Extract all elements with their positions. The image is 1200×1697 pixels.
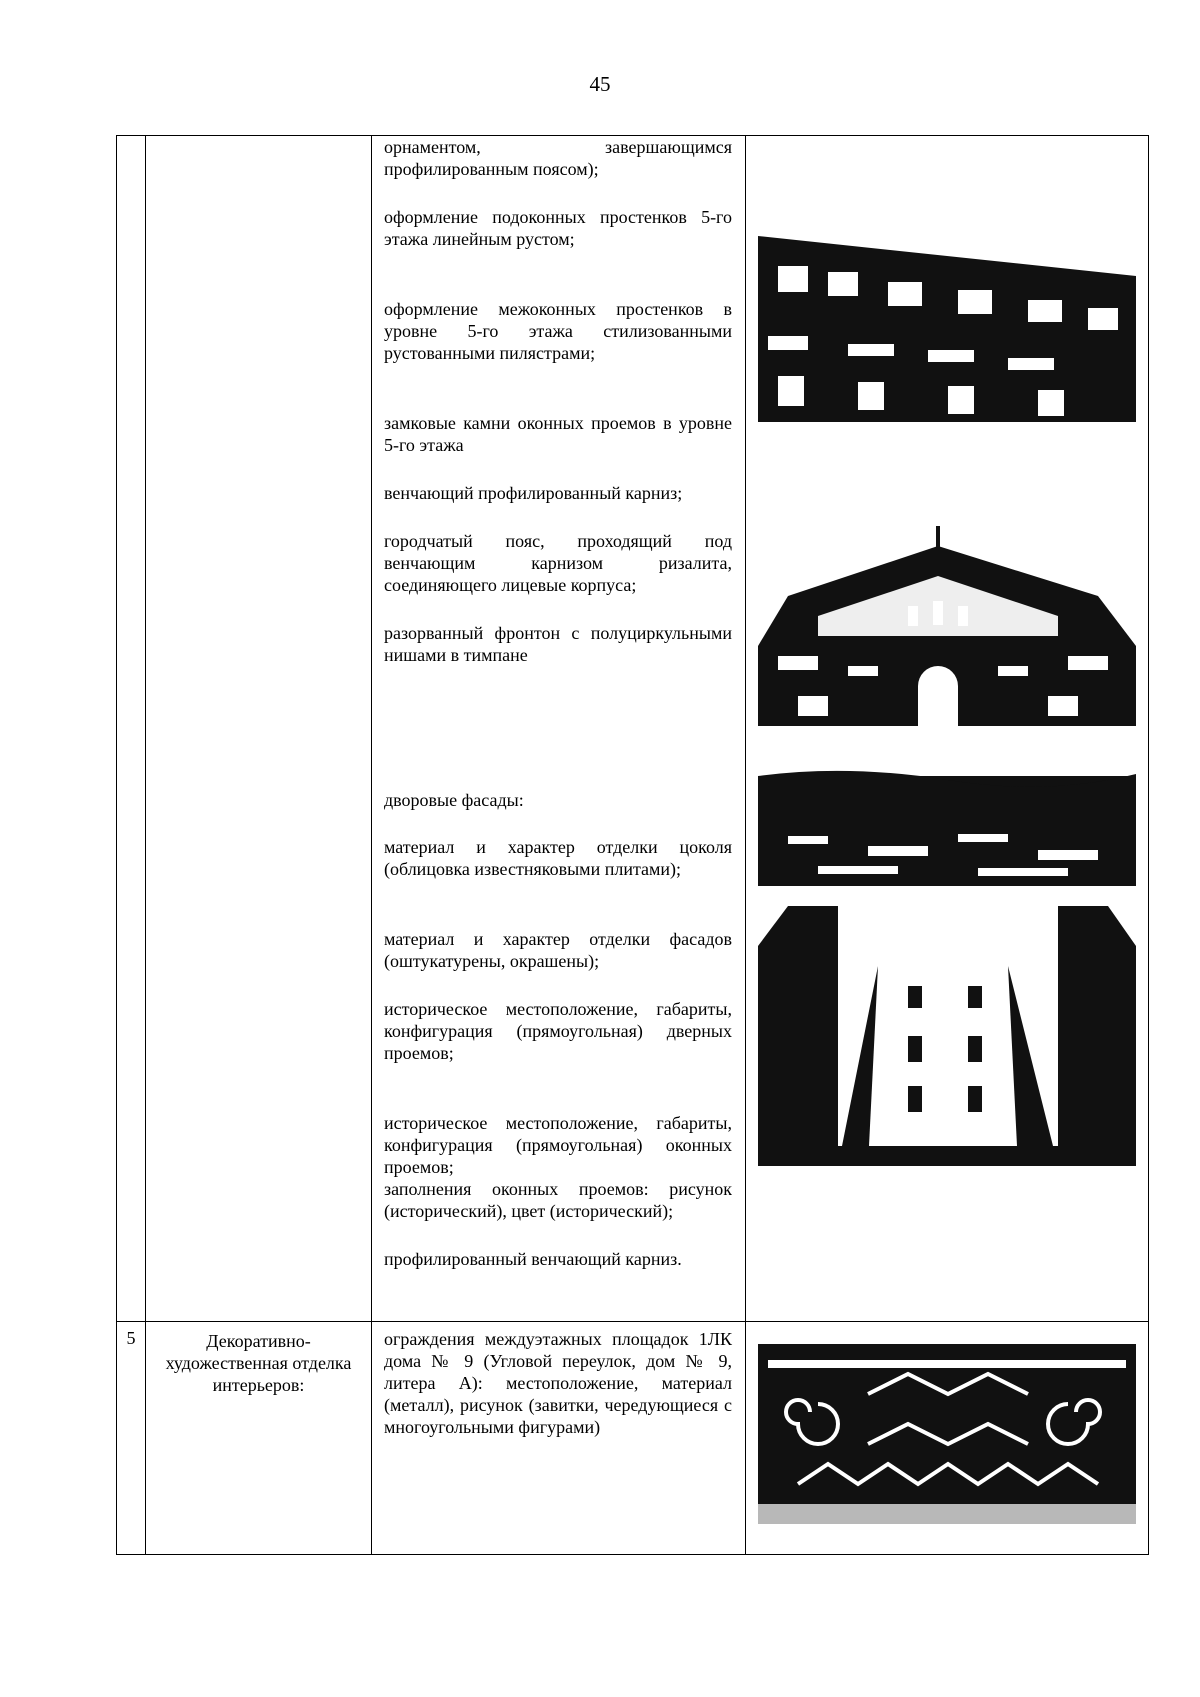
- courtyard-plinth-photo: [758, 746, 1136, 886]
- list-item: ограждения междуэтажных площадок 1ЛК дома № 9 (Угловой переулок, дом № 9, литера А): местоположение, материал (металл), рисунок (завитки, чередующиеся с многоугольными фигурами): [384, 1329, 732, 1437]
- list-item: заполнения оконных проемов: рисунок (исторический), цвет (исторический);: [384, 1179, 732, 1221]
- list-item: орнаментом, завершающимся профилированным поясом);: [384, 137, 732, 179]
- row-number-cell: [117, 136, 146, 1322]
- row-image-cell: [746, 1322, 1149, 1555]
- list-item: городчатый пояс, проходящий под венчающим карнизом ризалита, соединяющего лицевые корпуса;: [384, 531, 732, 595]
- row-description-cell: [372, 1322, 746, 1555]
- list-item: материал и характер отделки цоколя (облицовка известняковыми плитами);: [384, 837, 732, 879]
- gable-pediment-photo: [758, 526, 1136, 726]
- registry-table: [116, 135, 1149, 1555]
- list-item: профилированный венчающий карниз.: [384, 1249, 682, 1269]
- list-item: разорванный фронтон с полуциркульными нишами в тимпане: [384, 623, 732, 665]
- list-item: венчающий профилированный карниз;: [384, 483, 683, 503]
- list-item: оформление подоконных простенков 5-го этажа линейным рустом;: [384, 207, 732, 249]
- row-name-cell: Декоративно-художественная отделка интерьеров:: [146, 1322, 372, 1555]
- list-item: замковые камни оконных проемов в уровне 5-го этажа: [384, 413, 732, 455]
- list-item: дворовые фасады:: [384, 790, 524, 810]
- stair-railing-photo: [758, 1344, 1136, 1524]
- list-item: оформление межоконных простенков в уровне 5-го этажа стилизованными рустованными пилястрами;: [384, 299, 732, 363]
- page-number: 45: [589, 72, 611, 96]
- row-number-cell: 5: [117, 1322, 146, 1555]
- courtyard-facade-photo: [758, 906, 1136, 1166]
- table-row: [117, 136, 1149, 1322]
- list-item: историческое местоположение, габариты, конфигурация (прямоугольная) оконных проемов;: [384, 1113, 732, 1177]
- table-row: [117, 1322, 1149, 1555]
- list-item: материал и характер отделки фасадов (оштукатурены, окрашены);: [384, 929, 732, 971]
- facade-upper-floors-photo: [758, 226, 1136, 422]
- row-name-cell: [146, 136, 372, 1322]
- list-item: историческое местоположение, габариты, конфигурация (прямоугольная) дверных проемов;: [384, 999, 732, 1063]
- row-image-cell: [746, 136, 1149, 1322]
- row-description-cell: [372, 136, 746, 1322]
